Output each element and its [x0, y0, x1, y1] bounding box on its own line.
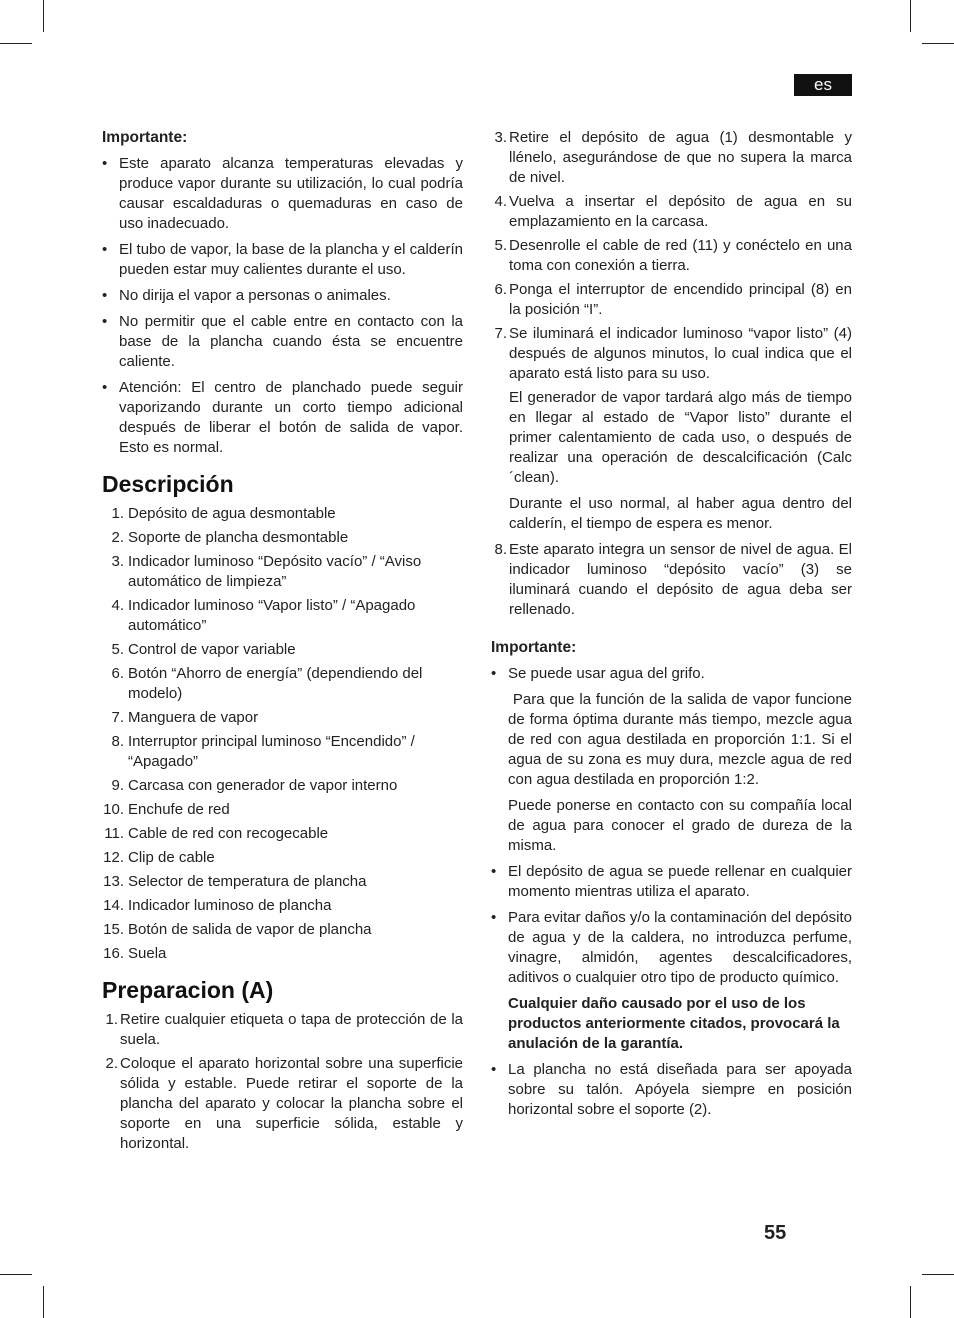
list-item: 2. Coloque el aparato horizontal sobre una superficie sólida y estable. Puede retirar el soporte de la plancha del aparato y colocar la plancha sobre el soporte en una superficie sólida, estable y horizontal. — [105, 1055, 463, 1152]
warranty-warning: Cualquier daño causado por el uso de los productos anteriormente citados, provocará la anulación de la garantía. — [508, 995, 840, 1052]
list-item: • Este aparato alcanza temperaturas elevadas y produce vapor durante su utilización, lo cual podría causar escaldaduras o quemaduras en caso de uso inadecuado. — [102, 154, 463, 234]
list-item: 4. Indicador luminoso “Vapor listo” / “Apagado automático” — [111, 597, 416, 634]
list-item: 5. Control de vapor variable — [111, 641, 296, 658]
crop-mark — [43, 0, 44, 32]
importante-list-cont — [491, 862, 852, 988]
step7-paragraph: El generador de vapor tardará algo más de tiempo en llegar al estado de “Vapor listo” durante el primer calentamiento de cada uso, o después de realizar una operación de descalcificación (Calc´clean). — [509, 389, 852, 486]
list-item: 6. Botón “Ahorro de energía” (dependiendo del modelo) — [111, 665, 423, 702]
list-item: • El tubo de vapor, la base de la plancha y el calderín pueden estar muy calientes durante el uso. — [102, 240, 463, 280]
list-item: 2. Soporte de plancha desmontable — [111, 529, 349, 546]
list-item: 8. Interruptor principal luminoso “Encendido” / “Apagado” — [111, 733, 415, 770]
importante-list — [491, 664, 852, 684]
descripcion-heading: Descripción — [102, 471, 234, 497]
list-item: 12. Clip de cable — [103, 849, 215, 866]
list-item: 1. Depósito de agua desmontable — [111, 505, 336, 522]
crop-mark — [0, 1274, 32, 1275]
crop-mark — [922, 43, 954, 44]
crop-mark — [910, 1286, 911, 1318]
crop-mark — [910, 0, 911, 32]
list-item: • No dirija el vapor a personas o animales. — [102, 286, 463, 306]
list-item: 7. Manguera de vapor — [111, 709, 259, 726]
list-item: 5. Desenrolle el cable de red (11) y conéctelo en una toma con conexión a tierra. — [494, 237, 852, 274]
list-item: 15. Botón de salida de vapor de plancha — [103, 921, 372, 938]
step7-paragraph: Durante el uso normal, al haber agua dentro del calderín, el tiempo de espera es menor. — [509, 495, 852, 532]
list-item: • El depósito de agua se puede rellenar en cualquier momento mientras utiliza el aparato. — [491, 862, 852, 902]
list-item: 3. Indicador luminoso “Depósito vacío” / “Aviso automático de limpieza” — [111, 553, 422, 590]
crop-mark — [43, 1286, 44, 1318]
list-item: • Atención: El centro de planchado puede seguir vaporizando durante un corto tiempo adicional después de liberar el botón de salida de vapor. Esto es normal. — [102, 378, 463, 458]
list-item: 8. Este aparato integra un sensor de nivel de agua. El indicador luminoso “depósito vacío” (3) se iluminará cuando el depósito de agua deba ser rellenado. — [494, 541, 852, 618]
list-item: • Se puede usar agua del grifo. — [491, 664, 852, 684]
list-item: • Para evitar daños y/o la contaminación del depósito de agua y de la caldera, no introduzca perfume, vinagre, almidón, agentes descalcificadores, aditivos o cualquier otro tipo de producto químico. — [491, 908, 852, 988]
crop-mark — [922, 1274, 954, 1275]
page-number: 55 — [764, 1222, 787, 1244]
list-item: 3. Retire el depósito de agua (1) desmontable y llénelo, asegurándose de que no supera la marca de nivel. — [494, 129, 852, 186]
crop-mark — [0, 43, 32, 44]
right-column — [491, 128, 857, 1126]
list-item: • La plancha no está diseñada para ser apoyada sobre su talón. Apóyela siempre en posición horizontal sobre el soporte (2). — [491, 1060, 852, 1120]
list-item: 1. Retire cualquier etiqueta o tapa de protección de la suela. — [105, 1011, 463, 1048]
list-item: 11. Cable de red con recogecable — [104, 825, 329, 842]
bullet-paragraph: Para que la función de la salida de vapor funcione de forma óptima durante más tiempo, mezcle agua de red con agua destilada en proporción 1:1. Si el agua de su zona es muy dura, mezcle agua de red con agua destilada en proporción 1:2. — [508, 691, 857, 788]
steps-list-cont — [491, 540, 852, 620]
importante-heading: Importante: — [102, 129, 188, 146]
list-item: 16. Suela — [103, 945, 167, 962]
importante-list — [102, 154, 463, 458]
list-item: 14. Indicador luminoso de plancha — [103, 897, 332, 914]
list-item: 10. Enchufe de red — [103, 801, 230, 818]
list-item: 13. Selector de temperatura de plancha — [103, 873, 367, 890]
list-item: 7. Se iluminará el indicador luminoso “vapor listo” (4) después de algunos minutos, lo cual indica que el aparato está listo para su uso. — [494, 325, 852, 382]
preparacion-heading: Preparacion (A) — [102, 977, 274, 1003]
list-item: 9. Carcasa con generador de vapor interno — [111, 777, 398, 794]
importante-list-end — [491, 1060, 852, 1120]
left-column — [102, 128, 463, 1158]
list-item: • No permitir que el cable entre en contacto con la base de la plancha cuando ésta se encuentre caliente. — [102, 312, 463, 372]
preparacion-list — [102, 1010, 463, 1154]
steps-list — [491, 128, 852, 384]
descripcion-list — [102, 504, 463, 964]
importante-heading: Importante: — [491, 639, 577, 656]
list-item: 6. Ponga el interruptor de encendido principal (8) en la posición “I”. — [494, 281, 852, 318]
language-tag: es — [794, 74, 852, 96]
bullet-paragraph: Puede ponerse en contacto con su compañía local de agua para conocer el grado de dureza de la misma. — [508, 797, 852, 854]
list-item: 4. Vuelva a insertar el depósito de agua en su emplazamiento en la carcasa. — [494, 193, 852, 230]
